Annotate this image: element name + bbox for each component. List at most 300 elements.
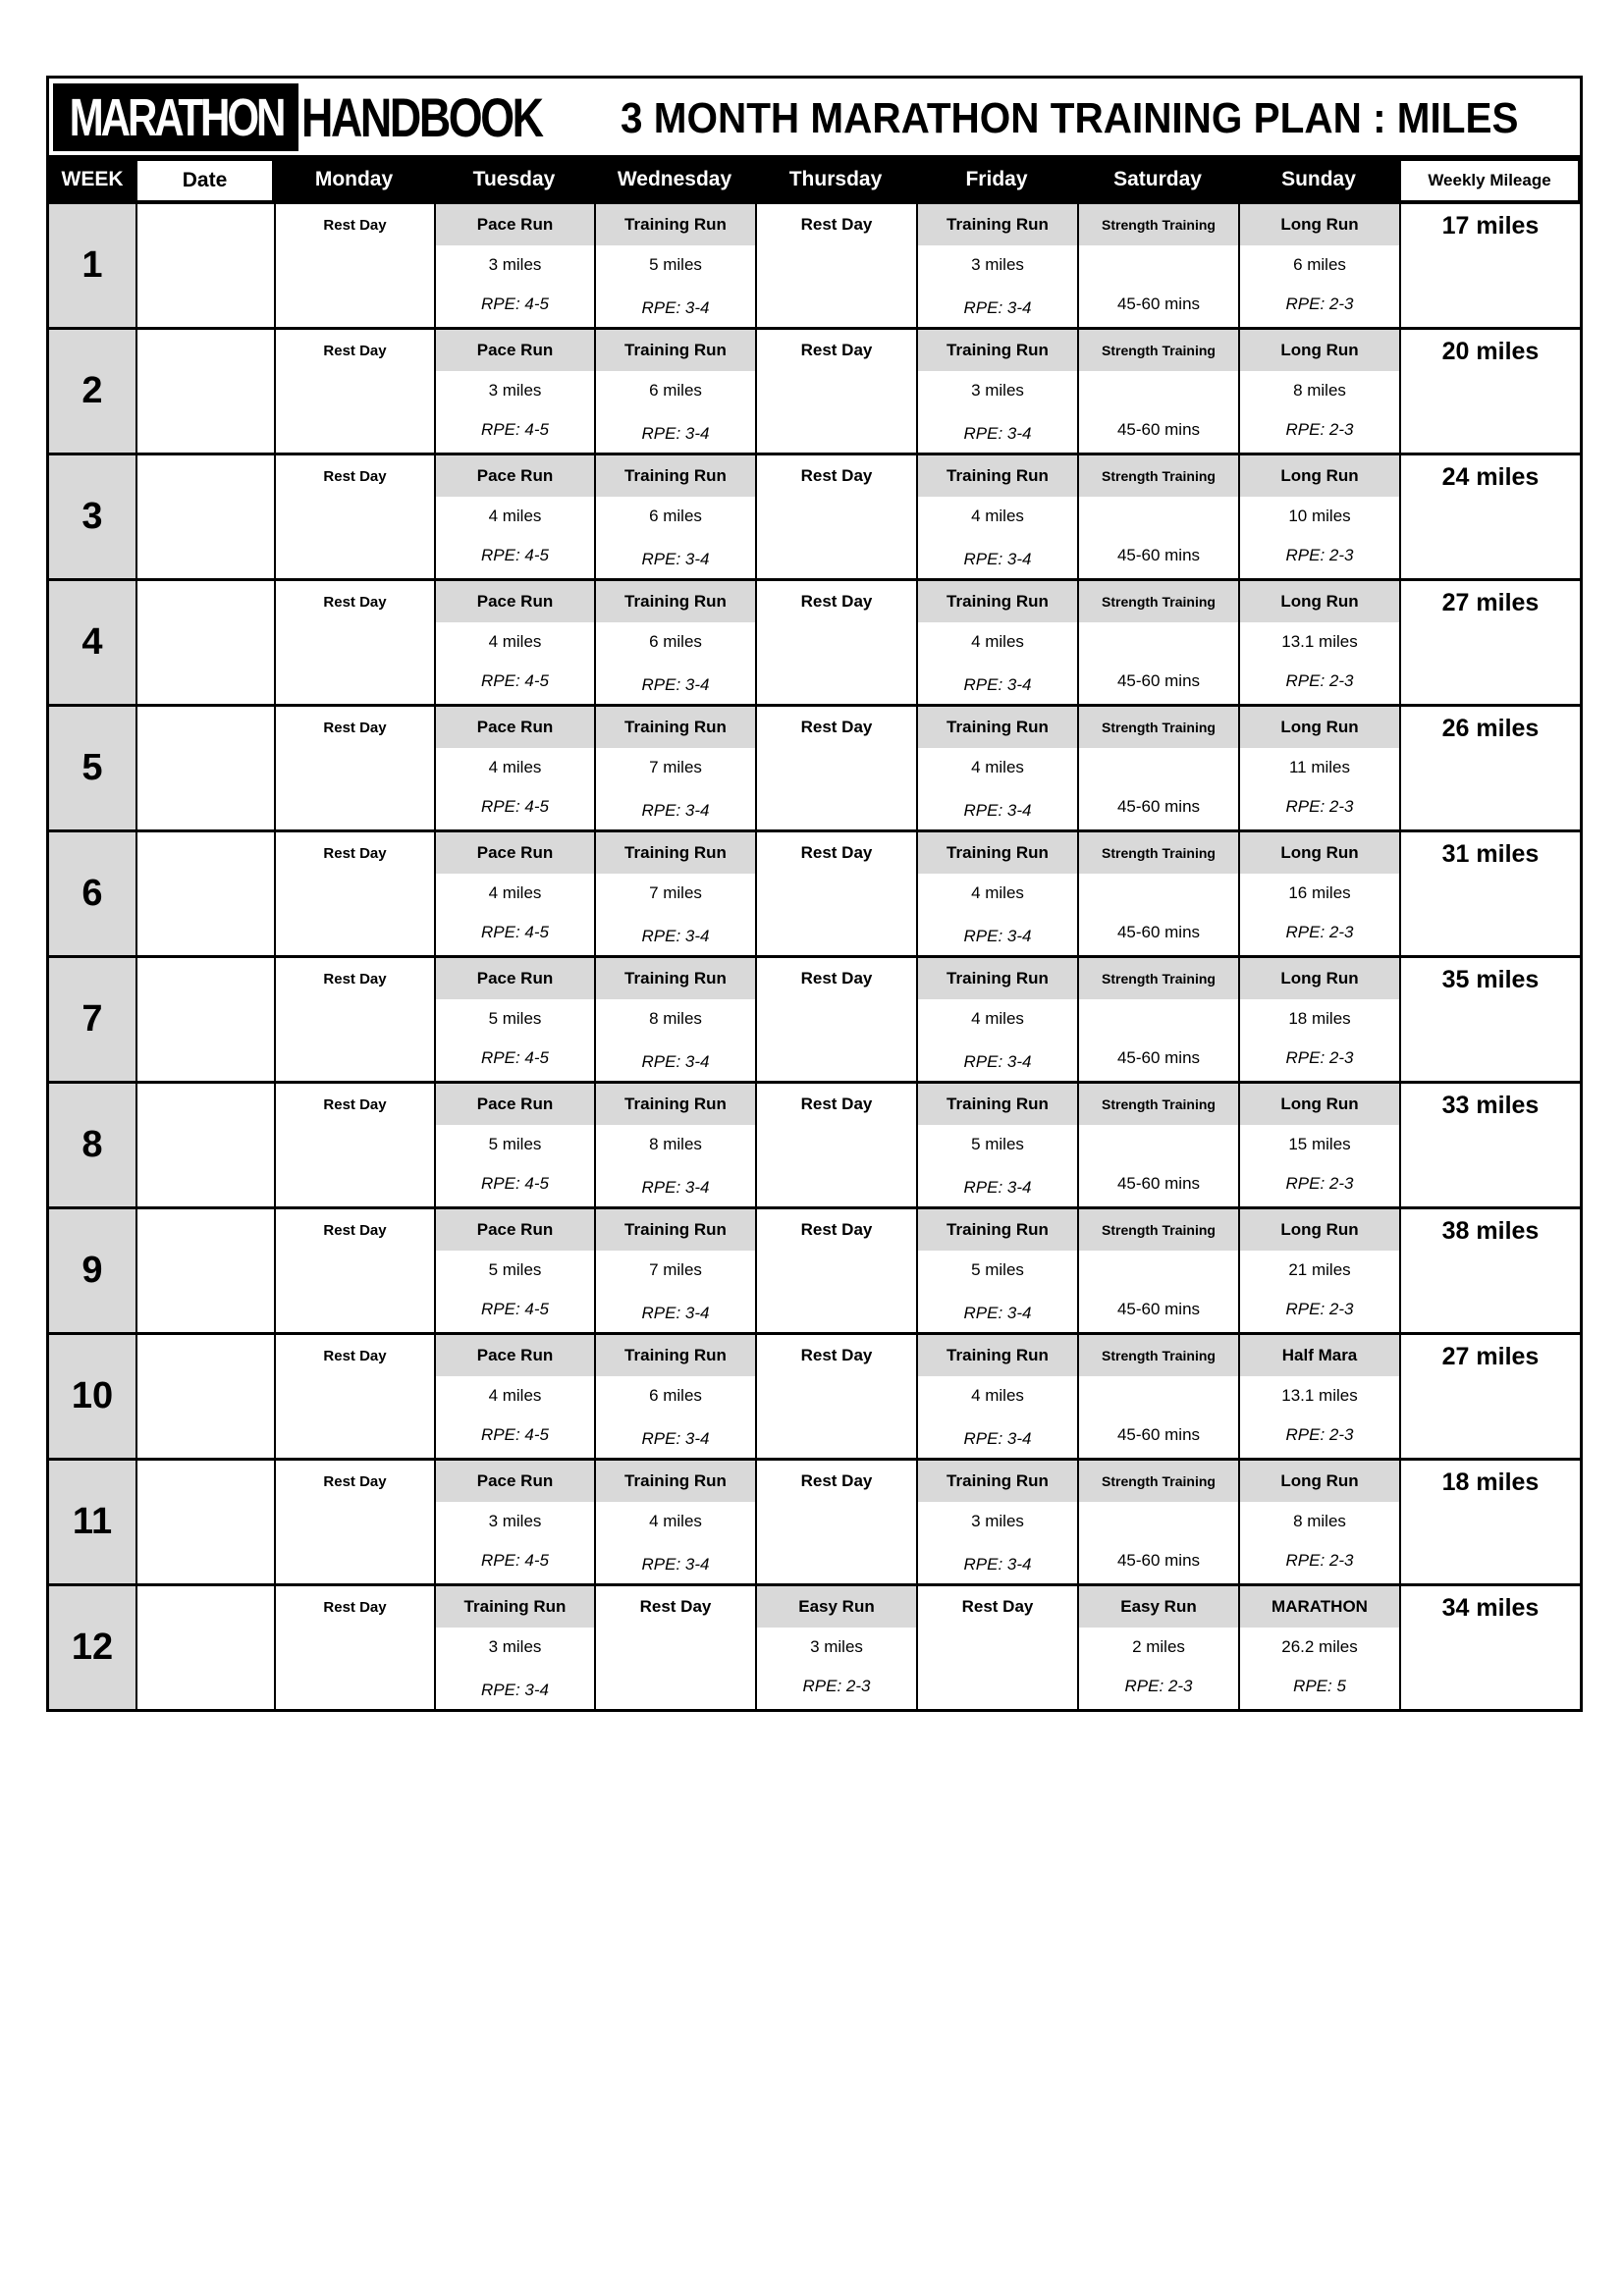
workout-distance: 21 miles [1288,1260,1351,1279]
week-number: 3 [49,455,135,578]
workout-label: Rest Day [323,216,387,234]
week-number: 12 [49,1586,135,1709]
week-number: 9 [49,1209,135,1332]
logo-handbook [301,83,602,151]
workout-label: Rest Day [800,1095,873,1113]
week-number: 8 [49,1084,135,1206]
table-row [49,1081,1580,1206]
day-cell-tue [434,707,594,829]
day-cell-wed [594,1586,755,1709]
spacer [1079,748,1238,787]
week-number: 11 [49,1461,135,1583]
date-field[interactable] [135,455,274,578]
workout-rpe: RPE: 3-4 [963,1555,1032,1574]
workout-label: MARATHON [1240,1586,1399,1628]
workout-distance: 7 miles [649,883,702,902]
day-cell-wed [594,581,755,704]
workout-distance: 5 miles [488,1009,542,1028]
workout-distance: 4 miles [488,632,542,651]
workout-label: Rest Day [323,719,387,736]
spacer [1079,622,1238,662]
workout-label: Training Run [918,1209,1077,1251]
date-field[interactable] [135,204,274,327]
table-row [49,829,1580,955]
workout-rpe: RPE: 2-3 [1285,294,1354,313]
date-field[interactable] [135,1461,274,1583]
workout-label: Strength Training [1079,707,1238,748]
workout-rpe: RPE: 3-4 [641,1555,710,1574]
workout-rpe: RPE: 2-3 [1124,1677,1193,1695]
workout-label: Rest Day [800,466,873,485]
weekly-mileage: 38 miles [1399,1209,1580,1332]
day-cell-tue [434,330,594,453]
workout-label: Pace Run [436,958,594,999]
weekly-mileage: 26 miles [1399,707,1580,829]
workout-label: Training Run [596,581,755,622]
col-header-saturday: Saturday [1113,168,1202,190]
day-cell-wed [594,455,755,578]
workout-label: Pace Run [436,330,594,371]
workout-label: Training Run [596,707,755,748]
workout-label: Long Run [1240,581,1399,622]
workout-distance: 10 miles [1288,507,1351,525]
workout-distance: 4 miles [971,758,1024,776]
workout-rpe: RPE: 3-4 [481,1681,549,1699]
spacer [1079,245,1238,285]
day-cell-fri [916,832,1077,955]
workout-label: Training Run [918,1461,1077,1502]
workout-distance: 8 miles [649,1009,702,1028]
workout-rpe: RPE: 2-3 [1285,420,1354,439]
column-header-row [49,158,1580,201]
workout-duration: 45-60 mins [1116,420,1201,439]
workout-rpe: RPE: 3-4 [963,424,1032,443]
workout-rpe: RPE: 2-3 [1285,1551,1354,1570]
workout-distance: 2 miles [1132,1637,1185,1656]
day-cell-sat [1077,1461,1238,1583]
workout-label: Training Run [596,204,755,245]
workout-distance: 26.2 miles [1281,1637,1358,1656]
day-cell-mon [274,204,434,327]
day-cell-tue [434,1084,594,1206]
day-cell-mon [274,832,434,955]
workout-rpe: RPE: 3-4 [641,675,710,694]
date-field[interactable] [135,330,274,453]
day-cell-sat [1077,330,1238,453]
workout-label: Strength Training [1079,1209,1238,1251]
date-field[interactable] [135,958,274,1081]
workout-label: Rest Day [323,1347,387,1364]
workout-label: Rest Day [639,1597,712,1616]
workout-distance: 3 miles [971,255,1024,274]
week-number: 5 [49,707,135,829]
weekly-mileage: 17 miles [1399,204,1580,327]
day-cell-fri [916,1586,1077,1709]
workout-rpe: RPE: 3-4 [641,550,710,568]
workout-label: Strength Training [1079,1461,1238,1502]
date-field[interactable] [135,707,274,829]
workout-label: Strength Training [1079,204,1238,245]
workout-duration: 45-60 mins [1116,1174,1201,1193]
workout-rpe: RPE: 4-5 [481,546,549,564]
workout-label: Training Run [596,330,755,371]
logo-marathon-text: MARATHON [69,87,283,147]
workout-distance: 8 miles [1293,381,1346,400]
day-cell-mon [274,581,434,704]
workout-rpe: RPE: 4-5 [481,671,549,690]
day-cell-sun [1238,707,1399,829]
col-header-monday: Monday [314,168,394,190]
day-cell-thu [755,330,916,453]
day-cell-fri [916,1335,1077,1458]
workout-label: Long Run [1240,958,1399,999]
day-cell-mon [274,1084,434,1206]
logo-marathon [53,83,298,151]
workout-label: Rest Day [323,1221,387,1239]
weekly-mileage: 18 miles [1399,1461,1580,1583]
workout-rpe: RPE: 3-4 [963,1304,1032,1322]
workout-label: Strength Training [1079,1335,1238,1376]
workout-label: Long Run [1240,707,1399,748]
day-cell-thu [755,455,916,578]
week-number: 2 [49,330,135,453]
day-cell-tue [434,1335,594,1458]
workout-label: Rest Day [323,1095,387,1113]
day-cell-sat [1077,1586,1238,1709]
day-cell-sat [1077,581,1238,704]
workout-label: Pace Run [436,204,594,245]
workout-label: Pace Run [436,581,594,622]
day-cell-mon [274,1586,434,1709]
workout-label: Strength Training [1079,581,1238,622]
workout-label: Training Run [918,330,1077,371]
workout-label: Easy Run [1079,1586,1238,1628]
workout-label: Rest Day [961,1597,1034,1616]
workout-duration: 45-60 mins [1116,797,1201,816]
day-cell-sun [1238,204,1399,327]
spacer [1079,999,1238,1039]
workout-distance: 18 miles [1288,1009,1351,1028]
spacer [1079,497,1238,536]
title-banner [49,79,1580,158]
workout-rpe: RPE: 4-5 [481,420,549,439]
workout-duration: 45-60 mins [1116,1300,1201,1318]
table-row [49,955,1580,1081]
workout-label: Long Run [1240,1209,1399,1251]
workout-distance: 15 miles [1288,1135,1351,1153]
table-row [49,578,1580,704]
workout-rpe: RPE: 3-4 [641,298,710,317]
workout-label: Training Run [918,832,1077,874]
workout-distance: 3 miles [971,381,1024,400]
workout-rpe: RPE: 3-4 [963,1178,1032,1197]
workout-label: Rest Day [800,969,873,988]
table-row [49,704,1580,829]
week-rows [49,201,1580,1709]
col-header-tuesday: Tuesday [472,168,556,190]
workout-rpe: RPE: 2-3 [1285,923,1354,941]
workout-distance: 4 miles [488,758,542,776]
spacer [1079,1376,1238,1415]
workout-label: Training Run [596,1209,755,1251]
workout-distance: 7 miles [649,1260,702,1279]
workout-rpe: RPE: 4-5 [481,1174,549,1193]
table-row [49,453,1580,578]
day-cell-wed [594,330,755,453]
training-plan-sheet [46,76,1583,1712]
day-cell-fri [916,581,1077,704]
workout-label: Strength Training [1079,330,1238,371]
workout-distance: 6 miles [1293,255,1346,274]
workout-label: Rest Day [323,467,387,485]
workout-label: Training Run [918,1335,1077,1376]
workout-distance: 4 miles [488,1386,542,1405]
weekly-mileage: 31 miles [1399,832,1580,955]
workout-rpe: RPE: 3-4 [641,801,710,820]
workout-label: Training Run [596,1335,755,1376]
weekly-mileage: 27 miles [1399,1335,1580,1458]
spacer [1079,874,1238,913]
workout-label: Pace Run [436,1335,594,1376]
day-cell-tue [434,1209,594,1332]
workout-rpe: RPE: 3-4 [641,927,710,945]
workout-rpe: RPE: 2-3 [1285,671,1354,690]
day-cell-sun [1238,958,1399,1081]
workout-label: Training Run [918,455,1077,497]
day-cell-sat [1077,832,1238,955]
workout-rpe: RPE: 4-5 [481,294,549,313]
spacer [1079,1251,1238,1290]
day-cell-tue [434,958,594,1081]
workout-rpe: RPE: 3-4 [963,550,1032,568]
day-cell-mon [274,330,434,453]
col-header-sunday: Sunday [1281,168,1356,190]
workout-label: Long Run [1240,1461,1399,1502]
workout-rpe: RPE: 4-5 [481,1300,549,1318]
workout-rpe: RPE: 3-4 [641,1304,710,1322]
workout-distance: 4 miles [971,507,1024,525]
day-cell-sat [1077,707,1238,829]
day-cell-tue [434,1586,594,1709]
day-cell-sun [1238,1586,1399,1709]
col-header-weekly-mileage: Weekly Mileage [1401,161,1578,200]
day-cell-tue [434,581,594,704]
workout-label: Training Run [918,581,1077,622]
workout-distance: 6 miles [649,507,702,525]
day-cell-wed [594,204,755,327]
col-header-date: Date [137,161,272,200]
spacer [1079,1125,1238,1164]
workout-distance: 5 miles [488,1135,542,1153]
week-number: 6 [49,832,135,955]
workout-label: Training Run [596,455,755,497]
workout-rpe: RPE: 4-5 [481,1425,549,1444]
workout-rpe: RPE: 3-4 [641,424,710,443]
workout-label: Long Run [1240,330,1399,371]
weekly-mileage: 33 miles [1399,1084,1580,1206]
day-cell-fri [916,707,1077,829]
workout-distance: 13.1 miles [1281,632,1358,651]
workout-label: Pace Run [436,1209,594,1251]
workout-label: Rest Day [323,1598,387,1616]
workout-label: Long Run [1240,1084,1399,1125]
workout-duration: 45-60 mins [1116,546,1201,564]
workout-label: Pace Run [436,1461,594,1502]
workout-label: Long Run [1240,455,1399,497]
day-cell-mon [274,707,434,829]
workout-label: Long Run [1240,204,1399,245]
workout-rpe: RPE: 2-3 [802,1677,871,1695]
workout-label: Strength Training [1079,958,1238,999]
day-cell-fri [916,204,1077,327]
table-row [49,201,1580,327]
workout-distance: 3 miles [488,381,542,400]
workout-label: Rest Day [323,844,387,862]
day-cell-tue [434,832,594,955]
workout-distance: 6 miles [649,381,702,400]
day-cell-thu [755,1335,916,1458]
workout-rpe: RPE: 4-5 [481,1048,549,1067]
workout-label: Rest Day [800,592,873,611]
workout-distance: 4 miles [971,1386,1024,1405]
day-cell-wed [594,1084,755,1206]
workout-distance: 3 miles [488,1512,542,1530]
workout-label: Strength Training [1079,832,1238,874]
date-field[interactable] [135,1586,274,1709]
workout-label: Training Run [596,958,755,999]
day-cell-thu [755,832,916,955]
workout-rpe: RPE: 4-5 [481,1551,549,1570]
workout-label: Pace Run [436,832,594,874]
day-cell-tue [434,204,594,327]
logo-handbook-text: HANDBOOK [301,86,542,148]
table-row [49,327,1580,453]
workout-label: Training Run [596,1084,755,1125]
workout-distance: 6 miles [649,632,702,651]
day-cell-wed [594,1209,755,1332]
day-cell-fri [916,455,1077,578]
workout-distance: 13.1 miles [1281,1386,1358,1405]
workout-duration: 45-60 mins [1116,923,1201,941]
day-cell-thu [755,1209,916,1332]
week-number: 7 [49,958,135,1081]
day-cell-thu [755,958,916,1081]
weekly-mileage: 20 miles [1399,330,1580,453]
day-cell-tue [434,455,594,578]
date-field[interactable] [135,581,274,704]
spacer [1079,371,1238,410]
workout-label: Training Run [596,1461,755,1502]
workout-rpe: RPE: 2-3 [1285,1048,1354,1067]
day-cell-fri [916,958,1077,1081]
weekly-mileage: 27 miles [1399,581,1580,704]
workout-rpe: RPE: 3-4 [963,1052,1032,1071]
day-cell-wed [594,832,755,955]
workout-rpe: RPE: 2-3 [1285,1174,1354,1193]
workout-distance: 3 miles [810,1637,863,1656]
workout-label: Rest Day [800,1346,873,1364]
day-cell-fri [916,1209,1077,1332]
workout-distance: 4 miles [971,632,1024,651]
workout-label: Long Run [1240,832,1399,874]
workout-duration: 45-60 mins [1116,1425,1201,1444]
table-row [49,1332,1580,1458]
workout-label: Rest Day [323,970,387,988]
workout-label: Rest Day [800,718,873,736]
day-cell-sun [1238,1335,1399,1458]
workout-distance: 3 miles [488,255,542,274]
workout-label: Rest Day [800,341,873,359]
workout-label: Half Mara [1240,1335,1399,1376]
workout-label: Pace Run [436,1084,594,1125]
workout-label: Training Run [918,958,1077,999]
week-number: 4 [49,581,135,704]
workout-label: Rest Day [800,1220,873,1239]
workout-distance: 8 miles [1293,1512,1346,1530]
workout-distance: 4 miles [971,883,1024,902]
workout-duration: 45-60 mins [1116,1048,1201,1067]
day-cell-wed [594,1335,755,1458]
workout-distance: 3 miles [488,1637,542,1656]
workout-label: Strength Training [1079,455,1238,497]
spacer [1079,1502,1238,1541]
day-cell-sat [1077,1335,1238,1458]
day-cell-mon [274,1209,434,1332]
workout-distance: 4 miles [488,883,542,902]
workout-duration: 45-60 mins [1116,294,1201,313]
day-cell-sun [1238,832,1399,955]
date-field[interactable] [135,1335,274,1458]
workout-label: Rest Day [800,1471,873,1490]
day-cell-fri [916,1084,1077,1206]
workout-distance: 5 miles [488,1260,542,1279]
day-cell-sat [1077,1084,1238,1206]
weekly-mileage: 24 miles [1399,455,1580,578]
col-header-friday: Friday [965,168,1028,190]
workout-label: Pace Run [436,455,594,497]
workout-label: Rest Day [800,843,873,862]
workout-rpe: RPE: 3-4 [963,675,1032,694]
week-number: 1 [49,204,135,327]
workout-rpe: RPE: 4-5 [481,797,549,816]
week-number: 10 [49,1335,135,1458]
col-header-thursday: Thursday [788,168,883,190]
date-field[interactable] [135,1084,274,1206]
workout-rpe: RPE: 3-4 [963,927,1032,945]
workout-rpe: RPE: 3-4 [963,298,1032,317]
workout-label: Training Run [918,1084,1077,1125]
day-cell-thu [755,1586,916,1709]
workout-distance: 8 miles [649,1135,702,1153]
col-header-week: WEEK [61,168,124,190]
workout-rpe: RPE: 2-3 [1285,546,1354,564]
day-cell-sat [1077,958,1238,1081]
workout-label: Easy Run [757,1586,916,1628]
workout-duration: 45-60 mins [1116,1551,1201,1570]
weekly-mileage: 34 miles [1399,1586,1580,1709]
workout-rpe: RPE: 2-3 [1285,797,1354,816]
date-field[interactable] [135,832,274,955]
day-cell-wed [594,707,755,829]
workout-distance: 5 miles [649,255,702,274]
day-cell-sun [1238,455,1399,578]
col-header-wednesday: Wednesday [617,168,732,190]
workout-distance: 4 miles [971,1009,1024,1028]
table-row [49,1583,1580,1709]
workout-label: Rest Day [323,1472,387,1490]
day-cell-mon [274,455,434,578]
date-field[interactable] [135,1209,274,1332]
